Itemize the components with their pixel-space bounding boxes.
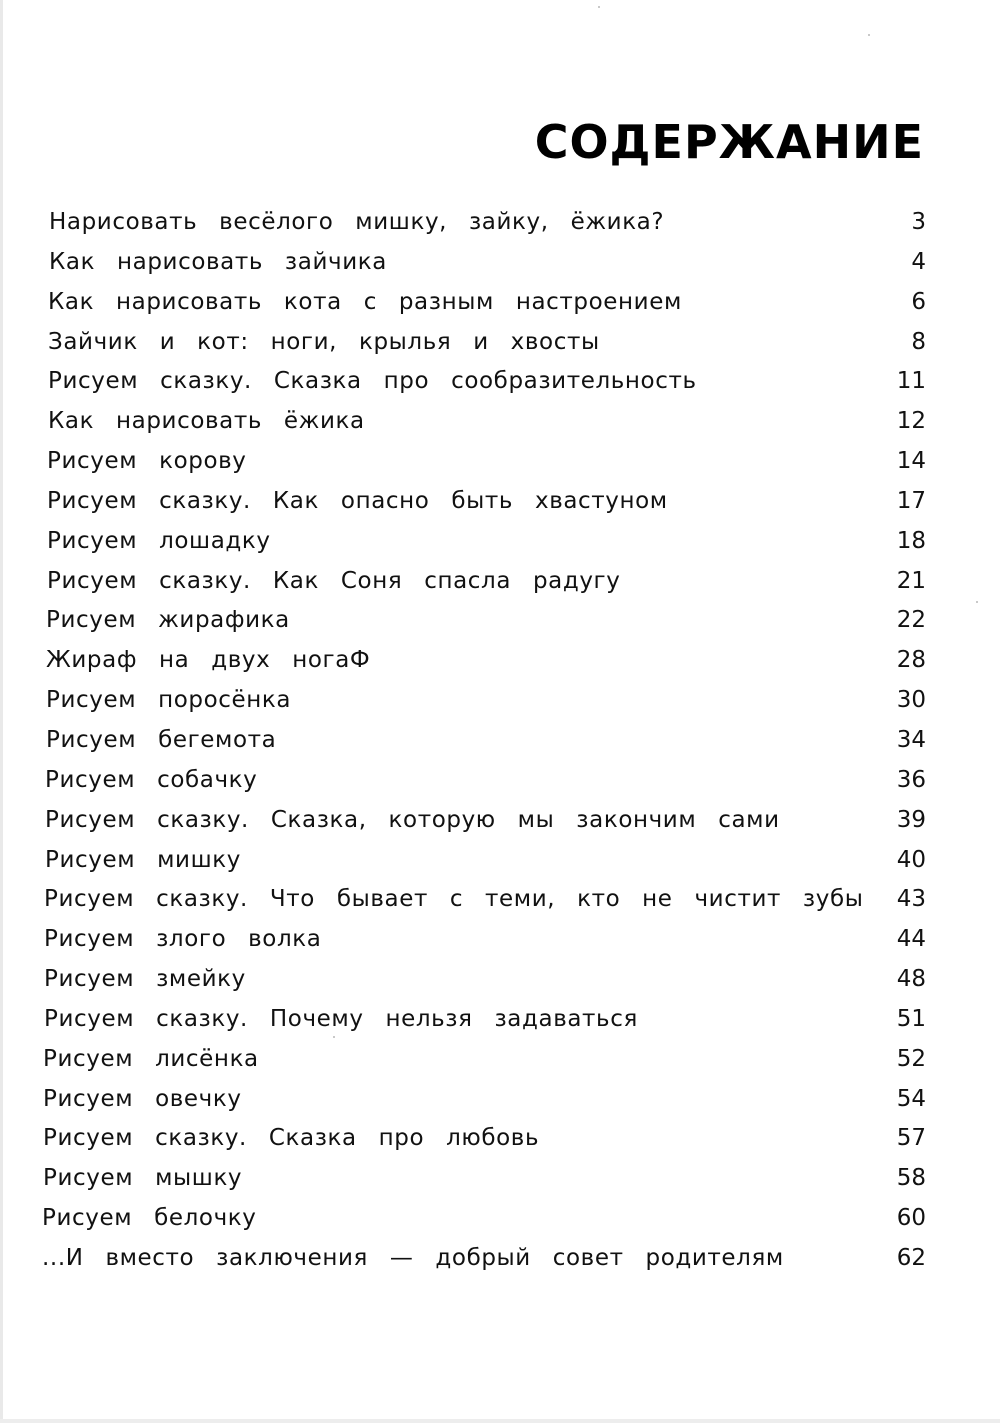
table-of-contents	[0, 202, 1000, 1278]
toc-entry	[0, 919, 1000, 959]
toc-entry-page-number: 39	[896, 806, 926, 833]
toc-entry-page-number: 22	[896, 607, 926, 634]
toc-entry-page-number: 18	[896, 527, 926, 554]
toc-entry-page-number: 3	[911, 209, 926, 235]
toc-entry	[0, 640, 1000, 680]
toc-entry-title: Рисуем жирафика	[46, 607, 290, 634]
toc-entry-title: Рисуем сказку. Сказка, которую мы закончим сами	[45, 806, 780, 833]
toc-entry	[0, 1039, 1000, 1079]
toc-entry	[0, 282, 1000, 322]
toc-entry-page-number: 21	[896, 567, 926, 594]
toc-entry	[0, 361, 1000, 401]
toc-entry-page-number: 58	[896, 1165, 926, 1192]
toc-entry-page-number: 8	[911, 328, 926, 355]
toc-entry	[0, 1079, 1000, 1119]
toc-entry	[0, 800, 1000, 840]
toc-entry-title: Жираф на двух ногаФ	[46, 647, 371, 674]
toc-entry-title: Рисуем сказку. Что бывает с теми, кто не чистит зубы	[44, 886, 864, 913]
toc-entry-page-number: 52	[896, 1045, 926, 1072]
toc-entry-page-number: 48	[896, 966, 926, 993]
toc-entry-page-number: 17	[896, 487, 926, 514]
toc-entry-page-number: 51	[896, 1005, 926, 1032]
toc-entry	[0, 322, 1000, 362]
toc-entry	[0, 242, 1000, 282]
toc-entry-page-number: 6	[911, 288, 926, 315]
toc-entry-title: Рисуем лисёнка	[43, 1045, 259, 1072]
toc-entry-title: Рисуем сказку. Почему нельзя задаваться	[44, 1005, 638, 1032]
toc-entry	[0, 202, 1000, 242]
toc-entry-page-number: 34	[896, 726, 926, 753]
toc-entry	[0, 1158, 1000, 1198]
page-title: СОДЕРЖАНИЕ	[534, 115, 924, 169]
toc-entry-page-number: 62	[896, 1244, 926, 1271]
toc-entry-page-number: 12	[896, 408, 926, 435]
toc-entry-page-number: 44	[896, 926, 926, 953]
toc-entry-title: Рисуем змейку	[44, 966, 246, 993]
toc-entry-title: Рисуем злого волка	[44, 926, 322, 953]
toc-entry-page-number: 57	[896, 1125, 926, 1152]
toc-entry-title: Рисуем сказку. Как опасно быть хвастуном	[47, 487, 668, 514]
toc-entry-title: Как нарисовать кота с разным настроением	[48, 288, 682, 315]
toc-entry-title: Рисуем собачку	[45, 766, 258, 793]
toc-entry-title: Зайчик и кот: ноги, крылья и хвосты	[48, 328, 600, 355]
toc-entry-title: Рисуем белочку	[42, 1205, 257, 1232]
toc-entry	[0, 441, 1000, 481]
page-edge-bottom	[0, 1419, 1000, 1423]
toc-entry-title: Как нарисовать зайчика	[49, 248, 387, 275]
toc-entry	[0, 1238, 1000, 1278]
toc-entry-title: Рисуем корову	[47, 448, 247, 475]
scan-speck	[598, 6, 600, 8]
toc-entry	[0, 840, 1000, 880]
toc-entry-title: Нарисовать весёлого мишку, зайку, ёжика?	[49, 209, 665, 235]
toc-entry-title: Как нарисовать ёжика	[48, 408, 365, 435]
toc-entry	[0, 680, 1000, 720]
toc-entry-page-number: 36	[896, 766, 926, 793]
toc-entry-page-number: 40	[896, 846, 926, 873]
toc-entry	[0, 999, 1000, 1039]
toc-entry-title: ...И вместо заключения — добрый совет родителям	[42, 1244, 784, 1271]
toc-entry-page-number: 43	[896, 886, 926, 913]
toc-entry-title: Рисуем мышку	[43, 1165, 243, 1192]
toc-entry	[0, 760, 1000, 800]
toc-entry	[0, 521, 1000, 561]
toc-entry-title: Рисуем мишку	[45, 846, 241, 873]
toc-entry-page-number: 11	[896, 368, 926, 395]
toc-entry-page-number: 30	[896, 687, 926, 714]
toc-entry	[0, 1198, 1000, 1238]
toc-entry-page-number: 4	[911, 248, 926, 275]
toc-entry-page-number: 54	[896, 1085, 926, 1112]
toc-entry	[0, 1118, 1000, 1158]
toc-entry	[0, 959, 1000, 999]
toc-entry	[0, 401, 1000, 441]
toc-entry	[0, 561, 1000, 601]
toc-entry-title: Рисуем овечку	[43, 1085, 242, 1112]
toc-entry-title: Рисуем лошадку	[47, 527, 271, 554]
toc-entry	[0, 600, 1000, 640]
scan-speck	[868, 34, 870, 36]
toc-entry	[0, 879, 1000, 919]
toc-entry-title: Рисуем бегемота	[46, 726, 277, 753]
toc-entry-page-number: 14	[896, 448, 926, 475]
toc-entry	[0, 481, 1000, 521]
toc-entry-title: Рисуем сказку. Сказка про любовь	[43, 1125, 540, 1152]
toc-entry-title: Рисуем поросёнка	[46, 687, 292, 714]
toc-entry-title: Рисуем сказку. Сказка про сообразительность	[48, 368, 697, 395]
toc-entry-page-number: 60	[896, 1205, 926, 1232]
toc-entry-title: Рисуем сказку. Как Соня спасла радугу	[47, 567, 621, 594]
toc-entry	[0, 720, 1000, 760]
toc-entry-page-number: 28	[896, 647, 926, 674]
